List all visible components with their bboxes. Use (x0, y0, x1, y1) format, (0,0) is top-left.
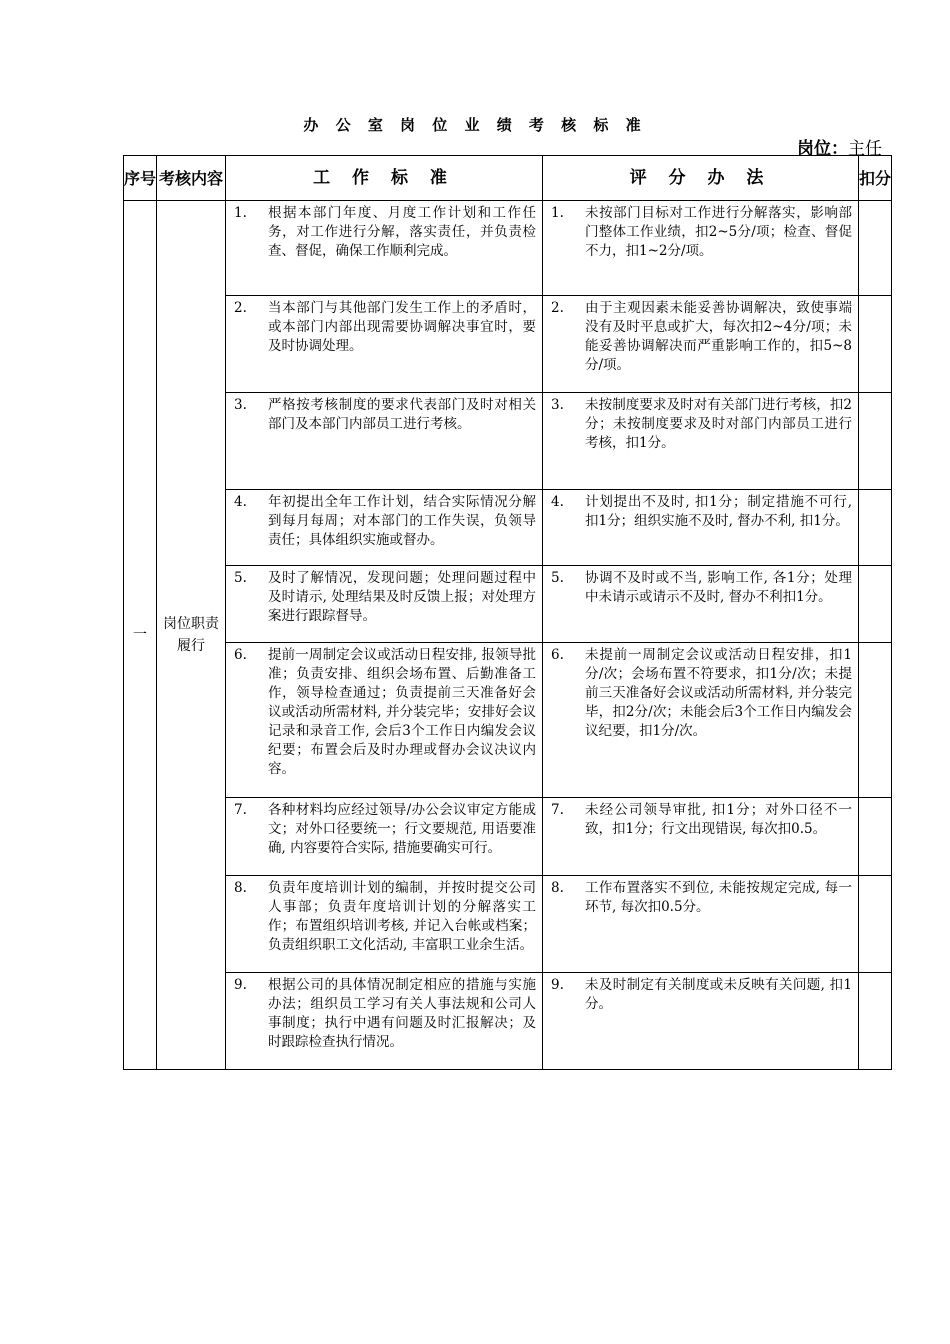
deduction-cell (859, 566, 892, 643)
table-row (124, 643, 892, 798)
item-number: 8. (234, 880, 247, 896)
deduction-cell (859, 490, 892, 566)
standard-cell (226, 973, 543, 1070)
method-cell (543, 876, 859, 973)
deduction-cell (859, 201, 892, 296)
standard-cell (226, 566, 543, 643)
method-text: 工作布置落实不到位, 未能按规定完成, 每一环节, 每次扣0.5分。 (585, 880, 852, 915)
position-label: 岗位： (797, 139, 848, 159)
method-cell (543, 798, 859, 876)
assessment-table (123, 155, 892, 1070)
method-cell (543, 566, 859, 643)
table-row (124, 201, 892, 296)
deduction-cell (859, 798, 892, 876)
table-row (124, 973, 892, 1070)
item-number: 2. (234, 300, 247, 316)
item-number: 4. (234, 494, 247, 510)
item-number: 1. (234, 205, 247, 221)
method-cell (543, 973, 859, 1070)
item-number: 4. (551, 494, 564, 510)
standard-cell (226, 643, 543, 798)
item-number: 5. (551, 570, 564, 586)
deduction-cell (859, 393, 892, 490)
method-text: 未经公司领导审批, 扣1分；对外口径不一致，扣1分；行文出现错误, 每次扣0.5。 (585, 802, 852, 837)
method-cell (543, 296, 859, 393)
item-number: 6. (551, 647, 564, 663)
item-number: 3. (551, 397, 564, 413)
standard-text: 及时了解情况，发现问题；处理问题过程中及时请示, 处理结果及时反馈上报；对处理方案进行跟踪督导。 (268, 570, 536, 624)
deduction-cell (859, 296, 892, 393)
standard-text: 负责年度培训计划的编制，并按时提交公司人事部；负责年度培训计划的分解落实工作；布置组织培训考核, 并记入台帐或档案；负责组织职工文化活动, 丰富职工业余生活。 (268, 880, 536, 953)
header-category: 考核内容 (157, 156, 226, 201)
table-row (124, 566, 892, 643)
standard-text: 提前一周制定会议或活动日程安排, 报领导批准；负责安排、组织会场布置、后勤准备工作，领导检查通过；负责提前三天准备好会议或活动所需材料, 并分装完毕；安排好会议记录和录音工作, 会后3个工作日内编发会议纪要；布置会后及时办理或督办会议决议内容。 (268, 647, 536, 777)
item-number: 3. (234, 397, 247, 413)
deduction-cell (859, 876, 892, 973)
item-number: 1. (551, 205, 564, 221)
table-row (124, 876, 892, 973)
method-text: 未及时制定有关制度或未反映有关问题, 扣1分。 (585, 977, 852, 1012)
standard-cell (226, 876, 543, 973)
deduction-cell (859, 973, 892, 1070)
header-method: 评 分 办 法 (543, 156, 859, 201)
method-cell (543, 201, 859, 296)
standard-cell (226, 798, 543, 876)
position-value: 主任 (848, 139, 882, 159)
header-seq: 序号 (124, 156, 157, 201)
item-number: 7. (551, 802, 564, 818)
table-row (124, 798, 892, 876)
method-text: 未按部门目标对工作进行分解落实，影响部门整体工作业绩，扣2~5分/项；检查、督促不力，扣1~2分/项。 (585, 205, 852, 259)
standard-cell (226, 490, 543, 566)
method-text: 计划提出不及时, 扣1分；制定措施不可行, 扣1分；组织实施不及时, 督办不利, 扣1分。 (585, 494, 852, 529)
item-number: 5. (234, 570, 247, 586)
header-row (124, 156, 892, 201)
item-number: 9. (234, 977, 247, 993)
deduction-cell (859, 643, 892, 798)
table-row (124, 490, 892, 566)
method-text: 由于主观因素未能妥善协调解决，致使事端没有及时平息或扩大，每次扣2~4分/项；未能妥善协调解决而严重影响工作的，扣5~8分/项。 (585, 300, 852, 373)
standard-text: 当本部门与其他部门发生工作上的矛盾时，或本部门内部出现需要协调解决事宜时，要及时协调处理。 (268, 300, 536, 354)
method-cell (543, 643, 859, 798)
standard-text: 各种材料均应经过领导/办公会议审定方能成文；对外口径要统一；行文要规范, 用语要准确, 内容要符合实际, 措施要确实可行。 (268, 802, 536, 856)
section-seq: 一 (124, 201, 157, 1070)
method-text: 协调不及时或不当, 影响工作, 各1分；处理中未请示或请示不及时, 督办不利扣1分。 (585, 570, 852, 605)
item-number: 6. (234, 647, 247, 663)
method-text: 未按制度要求及时对有关部门进行考核，扣2分；未按制度要求及时对部门内部员工进行考核，扣1分。 (585, 397, 852, 451)
document-title: 办 公 室 岗 位 业 绩 考 核 标 准 (303, 116, 647, 134)
header-standard: 工 作 标 准 (226, 156, 543, 201)
header-deduction: 扣分 (859, 156, 892, 201)
item-number: 8. (551, 880, 564, 896)
table-row (124, 296, 892, 393)
standard-cell (226, 201, 543, 296)
standard-text: 根据本部门年度、月度工作计划和工作任务，对工作进行分解，落实责任，并负责检查、督促，确保工作顺利完成。 (268, 205, 536, 259)
standard-text: 年初提出全年工作计划，结合实际情况分解到每月每周；对本部门的工作失误，负领导责任；具体组织实施或督办。 (268, 494, 536, 548)
table-row (124, 393, 892, 490)
item-number: 2. (551, 300, 564, 316)
method-cell (543, 490, 859, 566)
standard-text: 根据公司的具体情况制定相应的措施与实施办法；组织员工学习有关人事法规和公司人事制度；执行中遇有问题及时汇报解决；及时跟踪检查执行情况。 (268, 977, 536, 1050)
item-number: 9. (551, 977, 564, 993)
standard-text: 严格按考核制度的要求代表部门及时对相关部门及本部门内部员工进行考核。 (268, 397, 536, 432)
method-cell (543, 393, 859, 490)
standard-cell (226, 393, 543, 490)
method-text: 未提前一周制定会议或活动日程安排，扣1分/次；会场布置不符要求，扣1分/次；未提前三天准备好会议或活动所需材料, 并分装完毕，扣2分/次；未能会后3个工作日内编发会议纪要，扣1分/次。 (585, 647, 852, 739)
section-category: 岗位职责履行 (157, 201, 226, 1070)
standard-cell (226, 296, 543, 393)
item-number: 7. (234, 802, 247, 818)
